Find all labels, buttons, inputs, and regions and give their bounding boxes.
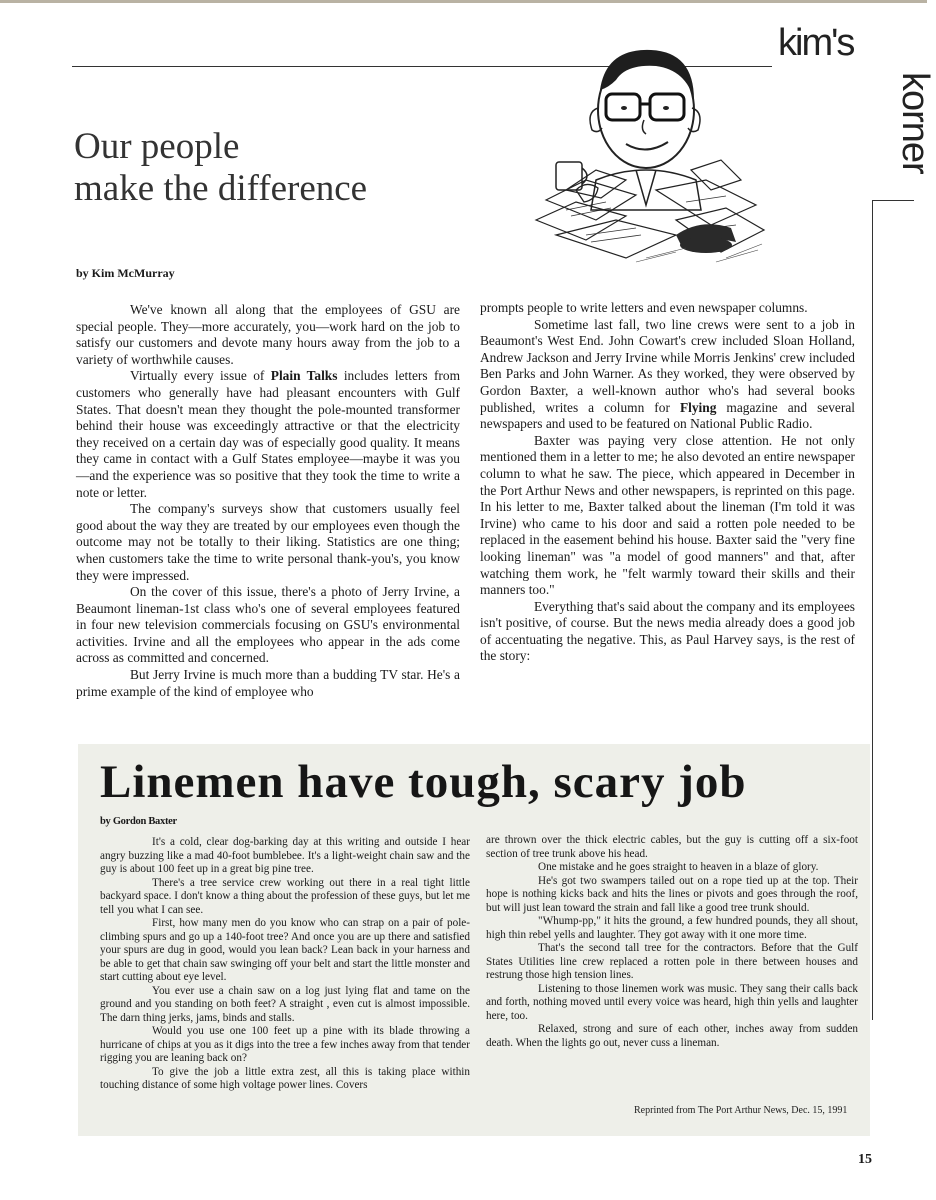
paragraph: Baxter was paying very close attention. He not only mentioned them in a letter to me; he also devoted an entire newspaper column to what he saw. The piece, which appeared in December in the Port Arthur News and other newspapers, is reprinted on this page. In his letter to me, Baxter talked about the lineman (I'm told it was Irvine) who came to his door and said a rotten pole needed to be replaced in the easement behind his house. Baxter said the "very fine looking lineman" was "a model of good manners" and that, after watching them work, he "felt warmly toward their skills and their manners too."	[480, 432, 855, 598]
paragraph: Sometime last fall, two line crews were sent to a job in Beaumont's West End. John Cowart's crew included Sloan Holland, Andrew Jackson and Jerry Irvine while Morris Jenkins' crew included Ben Parks and John Warner. As they worked, they were observed by Gordon Baxter, a well-known author who's had several books published, writes a column for Flying magazine and several newspapers and used to be featured on National Public Radio.	[480, 316, 855, 432]
paragraph: Relaxed, strong and sure of each other, inches away from sudden death. When the lights go out, never cuss a lineman.	[486, 1023, 858, 1049]
reprint-byline: by Gordon Baxter	[100, 816, 177, 827]
paragraph: There's a tree service crew working out there in a real tight little backyard space. I don't know a thing about the profession of these guys, but let me tell you what I can see.	[100, 876, 470, 916]
paragraph: We've known all along that the employees of GSU are special people. They—more accurately, you—work hard on the job to satisfy our customers and devote many hours away from the job to a variety of worthwhile causes.	[76, 302, 460, 367]
paragraph: He's got two swampers tailed out on a rope tied up at the top. Their hope is nothing kicks back and hits the lines or pivots and goes through the roof, but will just lean toward the strain and fall like a good tree trunk should.	[486, 874, 858, 914]
paragraph: "Whump-pp," it hits the ground, a few hundred pounds, they all shout, high thin rebel yells and laughter. They got away with it one more time.	[486, 915, 858, 941]
reprint-headline: Linemen have tough, scary job	[100, 756, 747, 808]
paragraph: That's the second tall tree for the contractors. Before that the Gulf States Utilities line crew replaced a rotten pole in there between houses and restrung those high tension lines.	[486, 942, 858, 981]
article-column-1	[76, 302, 460, 700]
column-vertical-rule	[872, 200, 873, 1020]
paragraph: The company's surveys show that customers usually feel good about the way they are treated by our employees even though the outcome may not be totally to their liking. Statistics are one thing; when customers take the time to write personal thank-you's, you know they were impressed.	[76, 501, 460, 583]
reprint-column-2	[486, 834, 858, 1050]
column-corner-rule	[872, 200, 914, 201]
paragraph: On the cover of this issue, there's a photo of Jerry Irvine, a Beaumont lineman-1st class who's one of several employees featured in four new television commercials focusing on GSU's environmental activities. Irvine and all the employees who appear in the ads come across as committed and concerned.	[76, 584, 460, 666]
column-name-korner: korner	[894, 72, 936, 174]
paragraph: But Jerry Irvine is much more than a budding TV star. He's a prime example of the kind of employee who	[76, 667, 460, 699]
publication-name: Flying	[679, 399, 717, 415]
reprint-credit: Reprinted from The Port Arthur News, Dec. 15, 1991	[634, 1105, 848, 1116]
title-line-2: make the difference	[74, 168, 368, 209]
paragraph: are thrown over the thick electric cables, but the guy is cutting off a six-foot section of tree trunk above his head.	[486, 834, 858, 860]
reprint-column-1	[100, 836, 470, 1093]
paragraph: prompts people to write letters and even newspaper columns.	[480, 300, 808, 315]
column-name-kims: kim's	[778, 22, 854, 64]
paragraph: Would you use one 100 feet up a pine with its blade throwing a hurricane of chips at you as it digs into the tree a few inches away from that tender rigging you are leaning back on?	[100, 1025, 470, 1064]
paragraph: First, how many men do you know who can strap on a pair of pole-climbing spurs and go up a 140-foot tree? And once you are up there and satisfied your spurs are dug in good, would you lean back? Lean back in your harness and be able to get that chain saw swinging off your belt and start the little monster and start cutting about eye level.	[100, 917, 470, 983]
top-edge	[0, 0, 927, 3]
title-line-1: Our people	[74, 126, 240, 167]
paragraph: To give the job a little extra zest, all this is taking place within touching distance of some high voltage power lines. Covers	[100, 1065, 470, 1091]
paragraph: You ever use a chain saw on a log just lying flat and tame on the ground and you standing on both feet? A straight , even cut is almost impossible. The darn thing jerks, jams, binds and stalls.	[100, 984, 470, 1024]
paragraph: It's a cold, clear dog-barking day at this writing and outside I hear angry buzzing like a mad 40-foot bumblebee. It's a light-weight chain saw and the guy is about 100 feet up in a great big pine tree.	[100, 836, 470, 875]
page-number: 15	[858, 1152, 872, 1167]
paragraph: Virtually every issue of Plain Talks includes letters from customers who generally have had pleasant encounters with Gulf States. That doesn't mean they thought the pole-mounted transformer behind their house was exceedingly attractive or that the electricity they received on a certain day was of especially good quality. It means they came in contact with a Gulf States employee—maybe it was you—and the experience was so positive that they took the time to write a note or letter.	[76, 368, 460, 500]
paragraph: One mistake and he goes straight to heaven in a blaze of glory.	[538, 861, 819, 873]
publication-name: Plain Talks	[270, 368, 338, 384]
paragraph: Everything that's said about the company and its employees isn't positive, of course. But the news media already does a good job of accentuating the negative. This, as Paul Harvey says, is the rest of the story:	[480, 598, 855, 664]
paragraph: Listening to those linemen work was music. They sang their calls back and forth, nothing moved until every voice was heard, high thin yells and laughter here, too.	[486, 982, 858, 1022]
article-column-2	[480, 300, 855, 665]
caricature-illustration	[526, 30, 766, 266]
article-title	[74, 126, 367, 210]
article-byline: by Kim McMurray	[76, 266, 175, 280]
